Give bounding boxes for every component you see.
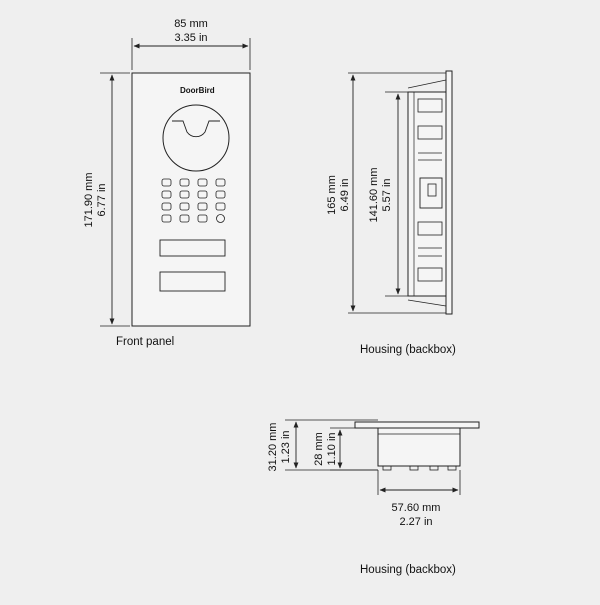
housing-side-view [326, 71, 456, 356]
side-backbox-flange-top [408, 80, 446, 88]
camera-lens-ring [163, 105, 229, 171]
bottom-front-plate [355, 422, 479, 428]
side-outer-mm: 165 mm [326, 175, 338, 215]
side-front-plate [446, 71, 452, 314]
side-housing-caption: Housing (backbox) [360, 344, 456, 356]
bottom-width-mm: 57.60 mm [391, 502, 441, 514]
bottom-foot [448, 466, 456, 470]
bottom-inner-in: 1.10 in [326, 432, 338, 466]
bottom-depth-in: 1.23 in [280, 430, 292, 464]
housing-bottom-view [267, 420, 479, 576]
bottom-width-in: 2.27 in [399, 516, 433, 528]
front-panel-brand-logo: DoorBird [180, 86, 215, 95]
bottom-housing-caption: Housing (backbox) [360, 564, 456, 576]
bottom-depth-mm: 31.20 mm [267, 422, 279, 472]
front-width-in: 3.35 in [174, 32, 208, 44]
side-backbox-flange-bottom [408, 300, 446, 306]
bottom-foot [383, 466, 391, 470]
bottom-foot [430, 466, 438, 470]
front-panel-caption: Front panel [116, 336, 175, 348]
front-height-in: 6.77 in [96, 183, 108, 217]
front-width-mm: 85 mm [174, 18, 208, 30]
side-inner-mm: 141.60 mm [368, 167, 380, 223]
front-height-mm: 171.90 mm [83, 172, 95, 228]
bottom-foot [410, 466, 418, 470]
front-panel-view [83, 18, 250, 348]
bottom-inner-mm: 28 mm [313, 432, 325, 466]
side-outer-in: 6.49 in [339, 178, 351, 212]
side-inner-in: 5.57 in [381, 178, 393, 212]
